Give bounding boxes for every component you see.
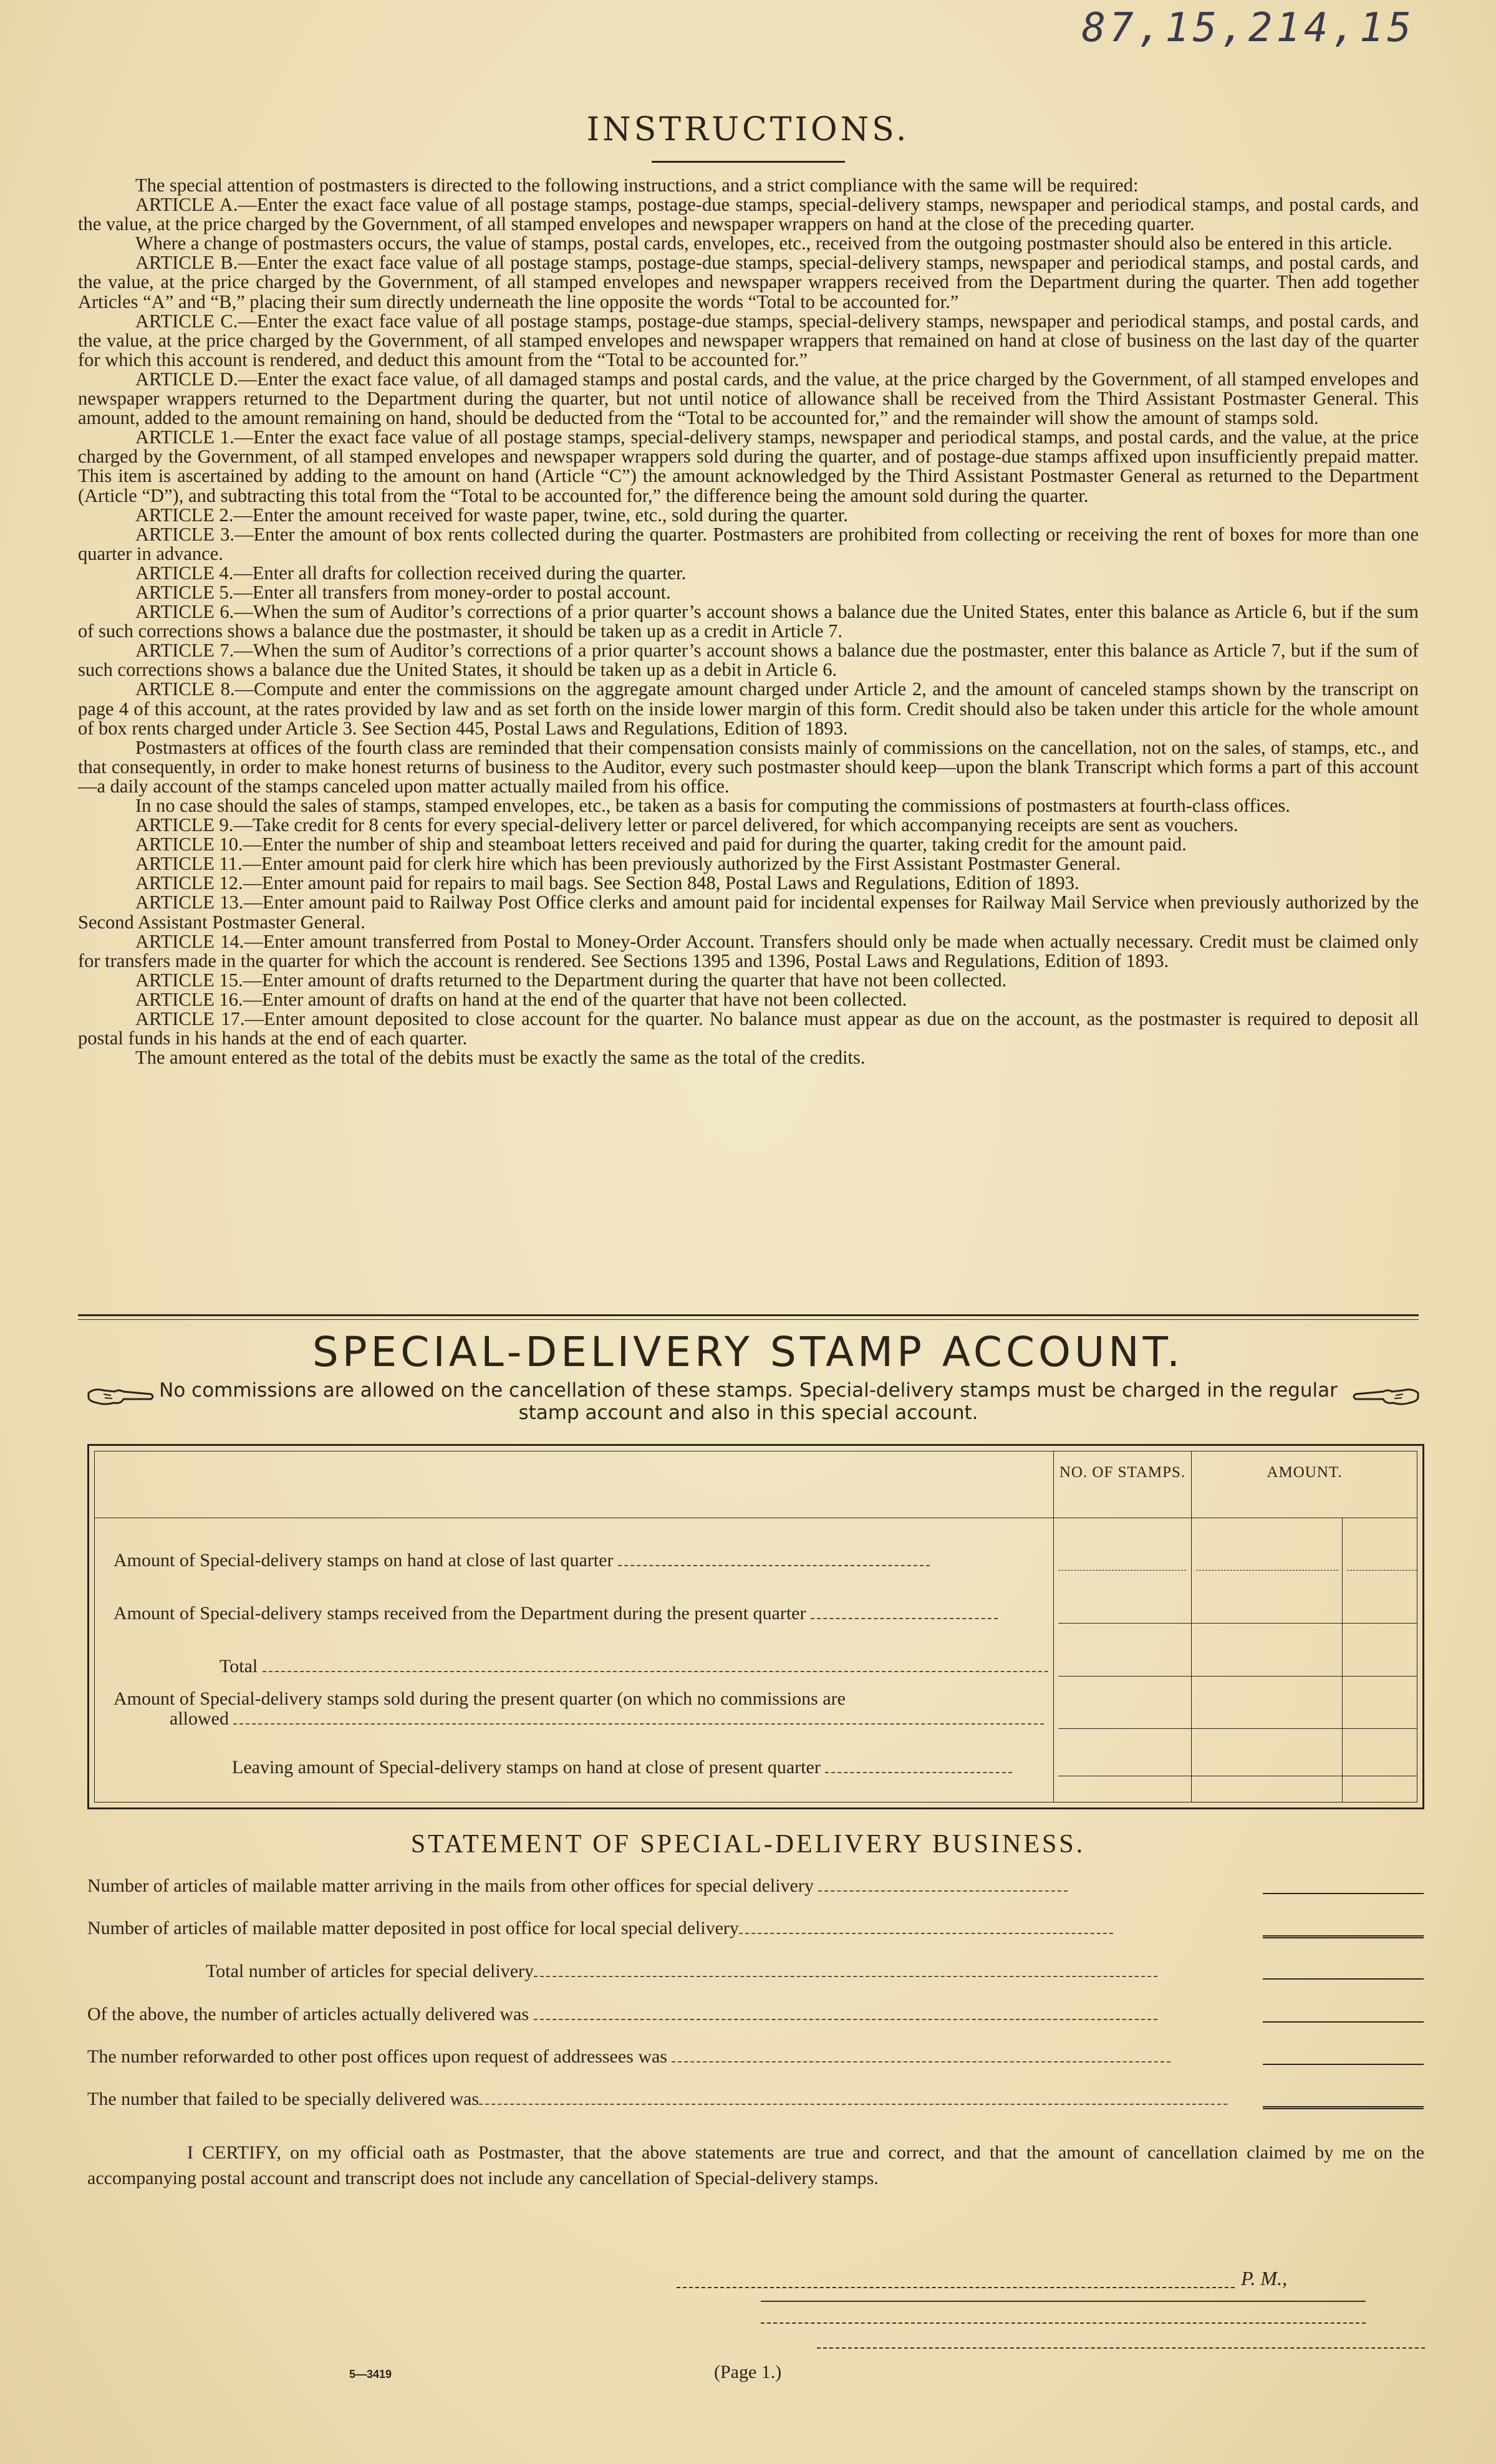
row-total: Total <box>220 1656 1049 1677</box>
instruction-paragraph: ARTICLE 8.—Compute and enter the commissions on the aggregate amount charged under Article 2, and the amount of canceled stamps shown by the transcript on page 4 of this account, at the rates provided by law and as set forth on the inside lower margin of this form. Credit should also be taken under this article for the whole amount of box rents charged under Article 3. See Section 445, Postal Laws and Regulations, Edition of 1893. <box>78 678 1419 739</box>
instruction-paragraph: ARTICLE C.—Enter the exact face value of all postage stamps, postage-due stamps, special-delivery stamps, newspaper and periodical stamps, and postal cards, and the value, at the price charged by the Government, of all stamped envelopes and newspaper wrappers that remained on hand at close of business on the last day of the quarter for which this account is rendered, and deduct this amount from the “Total to be accounted for.” <box>78 310 1419 370</box>
column-header-amount: AMOUNT. <box>1267 1464 1343 1481</box>
instruction-paragraph: The amount entered as the total of the debits must be exactly the same as the total of the credits. <box>135 1047 866 1069</box>
instruction-paragraph: ARTICLE 11.—Enter amount paid for clerk hire which has been previously authorized by the First Assistant Postmaster General. <box>135 853 1121 875</box>
instruction-paragraph: Where a change of postmasters occurs, the value of stamps, postal cards, envelopes, etc., received from the outgoing postmaster should also be entered in this article. <box>135 233 1392 254</box>
stmt-blank-4 <box>1263 2021 1424 2023</box>
stmt-deposited-local: Number of articles of mailable matter deposited in post office for local special delivery <box>87 1918 1253 1939</box>
page-number: (Page 1.) <box>714 2362 782 2382</box>
stmt-blank-2 <box>1263 1935 1424 1938</box>
row-received-from-department: Amount of Special-delivery stamps received from the Department during the present quarter <box>113 1603 1049 1624</box>
postmaster-label: P. M., <box>1241 2267 1288 2289</box>
instruction-paragraph: ARTICLE 4.—Enter all drafts for collection received during the quarter. <box>135 562 687 584</box>
stmt-actually-delivered: Of the above, the number of articles actually delivered was <box>87 2004 1253 2025</box>
instruction-paragraph: ARTICLE 14.—Enter amount transferred from Postal to Money-Order Account. Transfers should only be made when actually necessary. Credit must be claimed only for transfers made in the quarter for which the account is rendered. See Sections 1395 and 1396, Postal Laws and Regulations, Edition of 1893. <box>78 930 1419 971</box>
instruction-paragraph: In no case should the sales of stamps, stamped envelopes, etc., be taken as a basis for computing the commissions of postmasters at fourth-class offices. <box>135 795 1290 816</box>
special-delivery-note: No commissions are allowed on the cancellation of these stamps. Special-delivery stamps must be charged in the regular stamp account and also in this special account. <box>159 1379 1338 1424</box>
instruction-paragraph: ARTICLE 13.—Enter amount paid to Railway Post Office clerks and amount paid for incidental expenses for Railway Mail Service when previously authorized by the Second Assistant Postmaster General. <box>78 892 1419 933</box>
instruction-paragraph: ARTICLE 17.—Enter amount deposited to close account for the quarter. No balance must appear as due on the account, as the postmaster is required to deposit all postal funds in his hands at the end of each quarter. <box>78 1008 1419 1049</box>
row-on-hand-last-quarter: Amount of Special-delivery stamps on hand at close of last quarter <box>113 1550 1049 1571</box>
row-leaving-on-hand: Leaving amount of Special-delivery stamps on hand at close of present quarter <box>232 1757 1049 1778</box>
section-divider <box>78 1314 1419 1320</box>
instruction-paragraph: Postmasters at offices of the fourth class are reminded that their compensation consists mainly of commissions on the cancellation, not on the sales, of stamps, etc., and that consequently, in order to make honest returns of business to the Auditor, every such postmaster should keep—upon the blank Transcript which forms a part of this account—a daily account of the stamps canceled upon matter actually mailed from his office. <box>78 736 1419 797</box>
stmt-failed-delivery: The number that failed to be specially delivered was <box>87 2089 1253 2110</box>
statement-title: STATEMENT OF SPECIAL-DELIVERY BUSINESS. <box>410 1830 1086 1859</box>
instruction-paragraph: The special attention of postmasters is directed to the following instructions, and a strict compliance with the same will be required: <box>135 175 1139 196</box>
instruction-paragraph: ARTICLE 5.—Enter all transfers from money-order to postal account. <box>135 581 671 603</box>
instruction-paragraph: ARTICLE 9.—Take credit for 8 cents for every special-delivery letter or parcel delivered, for which accompanying receipts are sent as vouchers. <box>135 814 1238 836</box>
special-delivery-title: SPECIAL-DELIVERY STAMP ACCOUNT. <box>312 1328 1184 1376</box>
signature-line-2 <box>761 2301 1366 2302</box>
stmt-total-special-delivery: Total number of articles for special delivery <box>206 1961 1253 1982</box>
special-delivery-table <box>87 1444 1424 1809</box>
stmt-arriving-from-other-offices: Number of articles of mailable matter arriving in the mails from other offices for special delivery <box>87 1875 1253 1897</box>
instruction-paragraph: ARTICLE 15.—Enter amount of drafts returned to the Department during the quarter that have not been collected. <box>135 969 1007 991</box>
instruction-paragraph: ARTICLE 12.—Enter amount paid for repairs to mail bags. See Section 848, Postal Laws and Regulations, Edition of 1893. <box>135 872 1079 894</box>
signature-line-postmaster <box>677 2287 1235 2288</box>
stmt-reforwarded: The number reforwarded to other post offices upon request of addressees was <box>87 2046 1253 2067</box>
instructions-title: INSTRUCTIONS. <box>586 111 910 148</box>
pointing-hand-left-icon <box>1352 1384 1421 1409</box>
instruction-paragraph: ARTICLE A.—Enter the exact face value of all postage stamps, postage-due stamps, special-delivery stamps, newspaper and periodical stamps, and postal cards, and the value, at the price charged by the Government, of all stamped envelopes and newspaper wrappers on hand at the close of the preceding quarter. <box>78 194 1419 235</box>
instruction-paragraph: ARTICLE 6.—When the sum of Auditor’s corrections of a prior quarter’s account shows a balance due the United States, enter this balance as Article 6, but if the sum of such corrections shows a balance due the postmaster, it should be taken up as a credit in Article 7. <box>78 601 1419 642</box>
instructions-body <box>78 176 1419 1067</box>
instruction-paragraph: ARTICLE 16.—Enter amount of drafts on hand at the end of the quarter that have not been collected. <box>135 988 907 1010</box>
form-number: 5—3419 <box>349 2368 392 2380</box>
row-sold-allowed: allowed <box>170 1708 1049 1729</box>
instruction-paragraph: ARTICLE 1.—Enter the exact face value of all postage stamps, special-delivery stamps, newspaper and periodical stamps, and postal cards, and the value, at the price charged by the Government, of all stamped envelopes and newspaper wrappers sold during the quarter, and of postage-due stamps affixed upon insufficiently prepaid matter. This item is ascertained by adding to the amount on hand (Article “C”) the amount acknowledged by the Third Assistant Postmaster General as returned to the Department (Article “D”), and subtracting this total from the “Total to be accounted for,” the difference being the amount sold during the quarter. <box>78 426 1419 506</box>
stmt-blank-1 <box>1263 1893 1424 1894</box>
stmt-blank-5 <box>1263 2064 1424 2065</box>
column-header-stamps: NO. OF STAMPS. <box>1059 1464 1186 1481</box>
stmt-blank-6 <box>1263 2106 1424 2109</box>
instruction-paragraph: ARTICLE B.—Enter the exact face value of all postage stamps, postage-due stamps, special-delivery stamps, newspaper and periodical stamps, and postal cards, and the value, at the price charged by the Government, of all stamped envelopes and newspaper wrappers received from the Department during the quarter. Then add together Articles “A” and “B,” placing their sum directly underneath the line opposite the words “Total to be accounted for.” <box>78 252 1419 312</box>
certification-text: I CERTIFY, on my official oath as Postmaster, that the above statements are true and correct, and that the amount of cancellation claimed by me on the accompanying postal account and transcript does not include any cancellation of Special-delivery stamps. <box>87 2142 1424 2188</box>
instruction-paragraph: ARTICLE 10.—Enter the number of ship and steamboat letters received and paid for during the quarter, taking credit for the amount paid. <box>135 834 1187 855</box>
handwritten-number: 87,15,214,15 <box>1081 5 1415 51</box>
instruction-paragraph: ARTICLE 7.—When the sum of Auditor’s corrections of a prior quarter’s account shows a balance due the postmaster, enter this balance as Article 7, but if the sum of such corrections shows a balance due the United States, it should be taken up as a debit in Article 6. <box>78 640 1419 681</box>
stmt-blank-3 <box>1263 1978 1424 1980</box>
signature-line-4 <box>817 2347 1425 2349</box>
instruction-paragraph: ARTICLE 3.—Enter the amount of box rents collected during the quarter. Postmasters are prohibited from collecting or receiving the rent of boxes for more than one quarter in advance. <box>78 523 1419 564</box>
signature-line-3 <box>761 2322 1366 2324</box>
title-rule <box>652 161 845 163</box>
instruction-paragraph: ARTICLE D.—Enter the exact face value, of all damaged stamps and postal cards, and the value, at the price charged by the Government, of all stamped envelopes and newspaper wrappers returned to the Department during the quarter, but not until notice of allowance shall be received from the Third Assistant Postmaster General. This amount, added to the amount remaining on hand, should be deducted from the “Total to be accounted for,” and the remainder will show the amount of stamps sold. <box>78 368 1419 429</box>
row-sold-present-quarter: Amount of Special-delivery stamps sold during the present quarter (on which no commissions are <box>113 1688 846 1709</box>
instruction-paragraph: ARTICLE 2.—Enter the amount received for waste paper, twine, etc., sold during the quarter. <box>135 504 848 526</box>
